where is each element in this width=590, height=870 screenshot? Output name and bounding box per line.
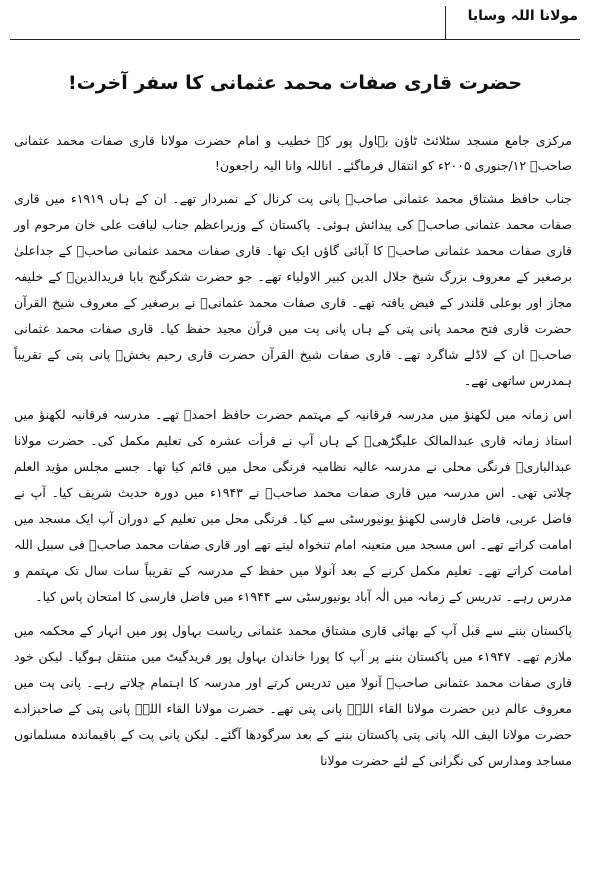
paragraph-4: پاکستان بننے سے قبل آپ کے بھائی قاری مشتاق محمد عثمانی ریاست بہاول پور میں انہار کے محکمہ میں ملازم تھے۔ ۱۹۴۷ء میں پاکستان بننے پر آپ کا پورا خاندان بہاول پور فریدگیٹ میں منتقل ہوگیا۔ لیکن خود قاری صفات محمد عثمانی صاحبؒ آنولا میں تدریس کرتے اور مدرسہ کا اہتمام چلاتے رہے۔ پانی پت میں معروف عالم دین حضرت مولانا القاء اللہؒ پانی پتی تھے۔ حضرت مولانا القاء اللہؒ پانی پتی کے صاحبزادے حضرت مولانا الیف اللہ پانی پتی پاکستان بننے کے بعد سرگودھا آگئے۔ لیکن پانی پت کے باقیماندہ مسلمانوں مساجد ومدارس کی نگرانی کے لئے حضرت مولانا bbox=[14, 623, 573, 768]
paragraph-3: اس زمانہ میں لکھنؤ میں مدرسہ فرقانیہ کے مہتمم حضرت حافظ احمدؒ تھے۔ مدرسہ فرقانیہ لکھنؤ میں استاذ زمانہ قاری عبدالمالک علیگڑھیؒ کے ہاں آپ نے قرأت عشرہ کی تعلیم مکمل کی۔ حضرت مولانا عبدالباریؒ فرنگی محلی نے مدرسہ عالیہ نظامیہ فرنگی محل میں قائم کیا تھا۔ جسے مجلس مؤید العلم چلاتی تھی۔ اس مدرسہ میں قاری صفات محمد صاحبؒ نے ۱۹۴۳ء میں دورہ حدیث شریف کیا۔ آپ نے فاضل عربی، فاضل فارسی لکھنؤ یونیورسٹی سے کیا۔ فرنگی محل میں تعلیم کے دوران آپ ایک مسجد میں امامت کراتے تھے۔ اس مسجد میں متعینہ امام تنخواہ لیتے تھے اور قاری صفات محمد صاحبؒ فی سبیل اللہ امامت کراتے تھے۔ تعلیم مکمل کرنے کے بعد آنولا میں حفظ کے مدرسہ کے تقریباً سات سال تک مہتمم و مدرس رہے۔ تدریس کے زمانہ میں الٰہ آباد یونیورسٹی سے ۱۹۴۴ء میں فاضل فارسی کا امتحان پاس کیا۔ bbox=[14, 407, 572, 604]
header-divider-tick bbox=[445, 6, 446, 40]
author-label: مولانا اللہ وسایا bbox=[467, 8, 578, 24]
article-title: حضرت قاری صفات محمد عثمانی کا سفر آخرت! bbox=[67, 72, 523, 94]
article-body bbox=[14, 128, 572, 782]
paragraph-2: جناب حافظ مشتاق محمد عثمانی صاحبؒ پانی پت کرنال کے نمبردار تھے۔ ان کے ہاں ۱۹۱۹ء میں قاری صفات محمد عثمانی صاحبؒ کی پیدائش ہوئی۔ پاکستان کے وزیراعظم جناب لیاقت علی خان مرحوم اور قاری صفات محمد عثمانی صاحبؒ کا آبائی گاؤں ایک تھا۔ قاری صفات محمد عثمانی صاحبؒ کے جداعلیٰ برصغیر کے معروف بزرگ شیخ جلال الدین کبیر الاولیاء تھے۔ جو حضرت شکرگنج بابا فریدالدینؒ کے خلیفہ مجاز اور بوعلی قلندر کے فیض یافتہ تھے۔ قاری صفات محمد عثمانیؒ نے برصغیر کے معروف شیخ القرآن حضرت قاری فتح محمد پانی پتی کے ہاں پانی پت میں قرآن مجید حفظ کیا۔ قاری صفات محمد عثمانی صاحبؒ ان کے لاڈلے شاگرد تھے۔ قاری صفات شیخ القرآن حضرت قاری رحیم بخشؒ پانی پتی کے تقریباً ہمدرس ساتھی تھے۔ bbox=[14, 191, 572, 388]
header-rule bbox=[10, 39, 580, 40]
paragraph-1: مرکزی جامع مسجد سٹلائٹ ٹاؤن بہاول پور کے خطیب و امام حضرت مولانا قاری صفات محمد عثمانی صاحبؒ ۱۲/جنوری ۲۰۰۵ء کو انتقال فرماگئے۔ اناللہ وانا الیہ راجعون! bbox=[14, 133, 572, 173]
page-header bbox=[4, 6, 584, 40]
